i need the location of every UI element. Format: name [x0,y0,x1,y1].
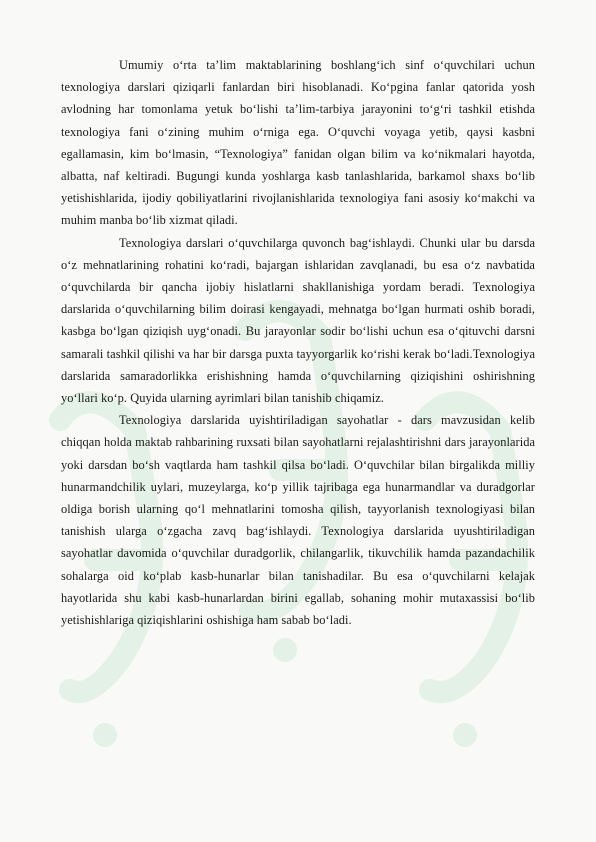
watermark-center-dot [273,638,297,662]
watermark-left-dot [93,723,117,747]
document-body [61,54,535,631]
watermark-right-dot [453,723,477,747]
paragraph-lessons-joy: Texnologiya darslari o‘quvchilarga quvonch bag‘ishlaydi. Chunki ular bu darsda o‘z mehnatlarining rohatini ko‘radi, bajargan ishlaridan zavqlanadi, bu esa o‘z navbatida o‘quvchilarda bir qancha ijobiy hislatlarni shakllanishiga yordam beradi. Texnologiya darslarida o‘quvchilarning bilim doirasi kengayadi, mehnatga bo‘lgan hurmati oshib boradi, kasbga bo‘lgan qiziqish uyg‘onadi. Bu jarayonlar sodir bo‘lishi uchun esa o‘qituvchi darsni samarali tashkil qilishi va har bir darsga puxta tayyorgarlik ko‘rishi kerak bo‘ladi.Texnologiya darslarida samaradorlikka erishishning hamda o‘quvchilarning qiziqishini oshirishning yo‘llari ko‘p. Quyida ularning ayrimlari bilan tanishib chiqamiz. [61,235,535,406]
paragraph-intro: Umumiy o‘rta ta’lim maktablarining boshlang‘ich sinf o‘quvchilari uchun texnologiya darslari qiziqarli fanlardan biri hisoblanadi. Ko‘pgina fanlar qatorida yosh avlodning har tomonlama yetuk bo‘lishi ta’lim-tarbiya jarayonini to‘g‘ri tashkil etishda texnologiya fani o‘zining muhim o‘rniga ega. O‘quvchi voyaga yetib, qaysi kasbni egallamasin, kim bo‘lmasin, “Texnologiya” fanidan olgan bilim va ko‘nikmalari hayotda, albatta, naf keltiradi. Bugungi kunda yoshlarga kasb tanlashlarida, barkamol shaxs bo‘lib yetishishlarida, ijodiy qobiliyatlarini rivojlanishlarida texnologiya fani asosiy ko‘makchi va muhim manba bo‘lib xizmat qiladi. [61,58,535,228]
paragraph-excursions: Texnologiya darslarida uyishtiriladigan sayohatlar - dars mavzusidan kelib chiqqan holda maktab rahbarining ruxsati bilan sayohatlarni rejalashtirishni dars jarayonlarida yoki darsdan bo‘sh vaqtlarda ham tashkil qilsa bo‘ladi. O‘quvchilar bilan birgalikda milliy hunarmandchilik uylari, muzeylarga, ko‘p yillik tajribaga ega hunarmandlar va duradgorlar oldiga borish ularning qo‘l mehnatlarini tomosha qilish, tayyorlanish texnologiyasi bilan tanishish ularga o‘zgacha zavq bag‘ishlaydi. Texnologiya darslarida uyushtiriladigan sayohatlar davomida o‘quvchilar duradgorlik, chilangarlik, tikuvchilik hamda pazandachilik sohalarga oid ko‘plab kasb-hunarlar bilan tanishadilar. Bu esa o‘quvchilarni kelajak hayotlarida shu kabi kasb-hunarlardan birini egallab, sohaning mohir mutaxassisi bo‘lib yetishishlariga qiziqishlarini oshishiga ham sabab bo‘ladi. [61,413,535,628]
